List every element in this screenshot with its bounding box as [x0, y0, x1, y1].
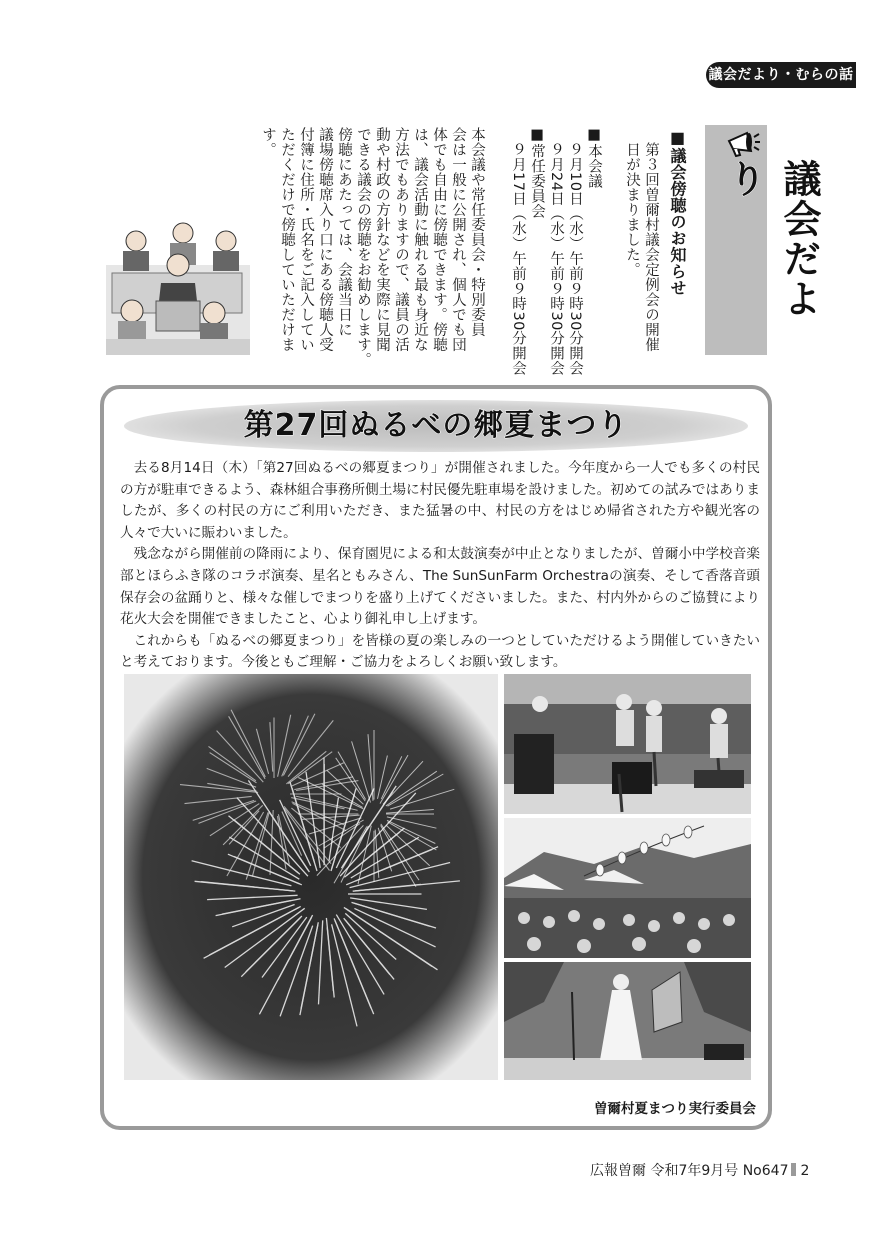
festival-paragraph-1: 去る8月14日（木）「第27回ぬるべの郷夏まつり」が開催されました。今年度から一人でも多くの村民の方が駐車できるよう、森林組合事務所側土場に村民優先駐車場を設けました。初めての試みではありましたが、多くの村民の方にご利用いただき、また猛暑の中、村民の方をはじめ帰省された方や観光客の人々で大いに賑わいました。 [120, 460, 760, 541]
page-number: 2 [800, 1163, 810, 1179]
notice-body: 本会議や常任委員会・特別委員 会は一般に公開され、個人でも団 体でも自由に傍聴できます。傍聴 は、議会活動に触れる最も身近な 方法でもありますので、議員の活 動や村政の方針などを実際に見聞 できる議会の傍聴をお勧めします。 傍聴にあたっては、会議当日に 議場傍聴席入り口にある傍聴人受 付簿に住所・氏名をご記入してい ただくだけで傍聴していただけま す。 [260, 127, 485, 367]
publication-name: 広報曽爾 令和7年9月号 No647 [590, 1163, 789, 1179]
festival-body [120, 458, 760, 674]
festival-paragraph-2: 残念ながら開催前の降雨により、保育園児による和太鼓演奏が中止となりましたが、曽爾小中学校音楽部とほらふき隊のコラボ演奏、星名ともみさん、The SunSunFarm Orchestraの演奏、そして香落音頭保存会の盆踊りと、様々な催しでまつりを盛り上げてくださいました。また、村内外からのご協賛により花火大会を開催できましたこと、心より御礼申し上げます。 [120, 546, 760, 628]
bon-dance-photo [504, 818, 751, 958]
footer-separator [791, 1163, 796, 1176]
singer-photo [504, 962, 751, 1080]
festival-title: 第27回ぬるべの郷夏まつり [243, 408, 629, 443]
festival-paragraph-3: これからも「ぬるべの郷夏まつり」を皆様の夏の楽しみの一つとしていただけるよう開催していきたいと考えております。今後ともご理解・ご協力をよろしくお願い致します。 [120, 632, 760, 671]
committee-heading: ■常任委員会 [529, 127, 545, 219]
committee-dates: ９月17日（水）午前９時30分開会 [510, 142, 526, 376]
plenary-heading: ■本会議 [586, 127, 602, 189]
festival-credit: 曽爾村夏まつり実行委員会 [594, 1101, 756, 1117]
megaphone-icon [725, 129, 761, 157]
plenary-dates: ９月10日（水）午前９時30分開会 ９月24日（水）午前９時30分開会 [548, 142, 583, 376]
section-tab: 議会だより・むらの話 [706, 62, 856, 88]
band-performance-photo [504, 674, 751, 814]
council-title: 議会だより [722, 159, 821, 319]
notice-intro: 第３回曽爾村議会定例会の開催 日が決まりました。 [624, 142, 659, 352]
council-meeting-illustration [106, 125, 250, 355]
notice-heading: ■議会傍聴のお知らせ [668, 128, 687, 296]
page-footer [590, 1160, 809, 1180]
council-title-box [705, 125, 821, 355]
fireworks-photo [124, 674, 498, 1080]
